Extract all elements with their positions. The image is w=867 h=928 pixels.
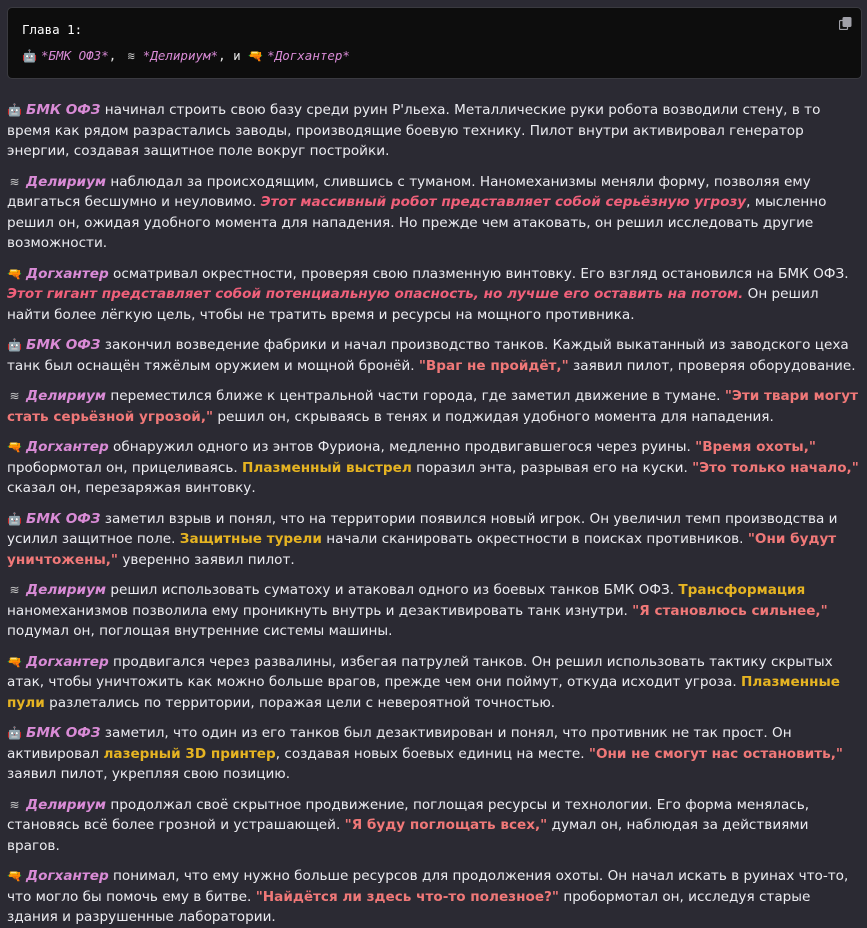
character-name: БМК ОФЗ (26, 510, 101, 527)
narration-text: заметил взрыв и понял, что на территории появился новый игрок. Он увеличил темп производства и усилил защитное поле. (7, 510, 838, 547)
story-paragraph (7, 723, 859, 785)
narration-text: заявил пилот, проверяя оборудование. (568, 357, 856, 374)
narration-text: понимал, что ему нужно больше ресурсов для продолжения охоты. Он начал искать в руинах что-то, что могло бы помочь ему в битве. (7, 868, 849, 905)
narration-text: наблюдал за происходящим, слившись с туманом. Наномеханизмы меняли форму, позволяя ему двигаться бесшумно и неуловимо. (7, 173, 811, 210)
character-name: Догхантер (26, 265, 109, 282)
story-paragraph (7, 386, 859, 427)
narration-text: заявил пилот, укрепляя свою позицию. (7, 766, 291, 782)
thought-text: Этот массивный робот представляет собой серьёзную угрозу (260, 194, 747, 210)
speech-text: "Враг не пройдёт," (418, 357, 569, 374)
wave-icon: ≋ (9, 389, 20, 403)
character-name: Делириум (26, 173, 107, 190)
character-name: Делириум (26, 796, 107, 813)
narration-text: переместился ближе к центральной части города, где заметил движение в тумане. (106, 388, 725, 404)
thought-text: Этот гигант представляет собой потенциальную опасность, но лучше его оставить на потом. (7, 286, 744, 302)
narration-text: осматривал окрестности, проверяя свою плазменную винтовку. Его взгляд остановился на БМК ОФЗ. (108, 265, 849, 282)
speech-text: "Я буду поглощать всех," (344, 817, 548, 833)
character-name-doghunter: *Догхантер* (267, 48, 350, 63)
story-paragraph (7, 335, 859, 376)
speech-text: "Время охоты," (695, 439, 816, 455)
story-paragraph (7, 100, 859, 162)
narration-text: сказал он, перезаряжая винтовку. (7, 480, 256, 496)
story-paragraph (7, 509, 859, 571)
story-paragraph (7, 264, 859, 326)
gun-icon: 🔫 (7, 869, 22, 883)
story-paragraph (7, 580, 859, 642)
narration-text: подумал он, поглощая внутренние системы машины. (7, 623, 393, 639)
narration-text: пробормотал он, исследуя старые здания и разрушенные лаборатории. (7, 888, 811, 925)
character-name-delirium: *Делириум* (142, 48, 219, 63)
character-name: Догхантер (26, 439, 109, 455)
speech-text: "Они будут уничтожены," (7, 531, 837, 568)
narration-text: закончил возведение фабрики и начал производство танков. Каждый выкатанный из заводского цеха танк был оснащён тяжёлым оружием и мощной бронёй. (7, 337, 849, 374)
gun-icon: 🔫 (7, 440, 22, 454)
speech-text: "Они не смогут нас остановить," (588, 745, 843, 762)
copy-icon[interactable] (839, 17, 852, 30)
gun-icon: 🔫 (248, 49, 264, 63)
skill-name: Защитные турели (179, 531, 322, 547)
narration-text: обнаружил одного из энтов Фуриона, медленно продвигавшегося через руины. (108, 439, 696, 455)
story-content (0, 100, 867, 928)
story-paragraph (7, 866, 859, 928)
code-block (7, 7, 862, 79)
story-paragraph (7, 172, 859, 254)
separator: , и (218, 48, 249, 63)
wave-icon: ≋ (9, 174, 20, 189)
narration-text: разлетались по территории, поражая цели с невероятной точностью. (44, 694, 556, 711)
robot-icon: 🤖 (22, 49, 37, 63)
gun-icon: 🔫 (7, 266, 22, 281)
wave-icon: ≋ (9, 797, 20, 812)
narration-text: заметил, что один из его танков был дезактивирован и понял, что противник не так прост. Он активировал (7, 725, 792, 762)
narration-text: продвигался через развалины, избегая патрулей танков. Он решил использовать тактику скрытых атак, чтобы уничтожить как можно больше врагов, прежде чем они поймут, откуда исходит угроза. (7, 653, 833, 690)
narration-text: продолжал своё скрытное продвижение, поглощая ресурсы и технологии. Его форма менялась, становясь всё более грозной и устрашающей. (7, 796, 810, 833)
character-name: Догхантер (26, 653, 109, 670)
robot-icon: 🤖 (7, 726, 22, 740)
skill-name: Плазменный выстрел (241, 459, 412, 476)
narration-text: Он решил найти более лёгкую цель, чтобы не тратить время и ресурсы на мощного противника. (7, 286, 819, 323)
story-paragraph (7, 652, 859, 714)
speech-text: "Я становлюсь сильнее," (632, 602, 828, 619)
gun-icon: 🔫 (7, 654, 22, 669)
character-name: БМК ОФЗ (26, 337, 101, 353)
robot-icon: 🤖 (7, 338, 22, 352)
skill-name: лазерный 3D принтер (103, 745, 276, 762)
narration-text: думал он, наблюдая за действиями врагов. (7, 817, 809, 854)
narration-text: , мысленно решил он, ожидая удобного момента для нападения. Но прежде чем атаковать, он решил исследовать другие возможности. (7, 194, 827, 251)
narration-text: уверенно заявил пилот. (118, 551, 295, 568)
narration-text: решил он, скрываясь в тенях и поджидая удобного момента для нападения. (213, 408, 774, 425)
character-list (22, 46, 847, 66)
narration-text: начинал строить свою базу среди руин Р'льеха. Металлические руки робота возводили стену, в то время как рядом разрастались заводы, производящие боевую технику. Пилот внутри активировал генератор энергии, создавая защитное поле вокруг постройки. (7, 102, 821, 159)
robot-icon: 🤖 (7, 103, 22, 117)
skill-name: Трансформация (678, 582, 806, 598)
speech-text: "Это только начало," (692, 459, 859, 476)
wave-icon: ≋ (9, 583, 20, 597)
narration-text: начали сканировать окрестности в поисках противников. (321, 531, 748, 547)
character-name-bmk: *БМК ОФЗ* (41, 48, 109, 63)
story-paragraph (7, 437, 859, 499)
separator: , (108, 48, 124, 63)
wave-icon: ≋ (127, 49, 135, 63)
character-name: БМК ОФЗ (26, 725, 101, 741)
narration-text: решил использовать суматоху и атаковал одного из боевых танков БМК ОФЗ. (106, 582, 679, 598)
story-paragraph (7, 795, 859, 857)
speech-text: "Найдётся ли здесь что-то полезное?" (255, 888, 560, 905)
narration-text: наномеханизмов позволила ему проникнуть внутрь и дезактивировать танк изнутри. (7, 602, 633, 619)
character-name: Делириум (26, 582, 107, 598)
character-name: Делириум (26, 388, 107, 404)
character-name: БМК ОФЗ (26, 102, 101, 118)
narration-text: , создавая новых боевых единиц на месте. (275, 745, 589, 762)
speech-text: "Эти твари могут стать серьёзной угрозой," (7, 388, 858, 425)
narration-text: пробормотал он, прицеливаясь. (7, 459, 242, 476)
chapter-title: Глава 1: (22, 22, 83, 37)
narration-text: поразил энта, разрывая его на куски. (411, 459, 693, 476)
robot-icon: 🤖 (7, 511, 22, 526)
skill-name: Плазменные пули (7, 674, 841, 711)
character-name: Догхантер (26, 868, 109, 884)
